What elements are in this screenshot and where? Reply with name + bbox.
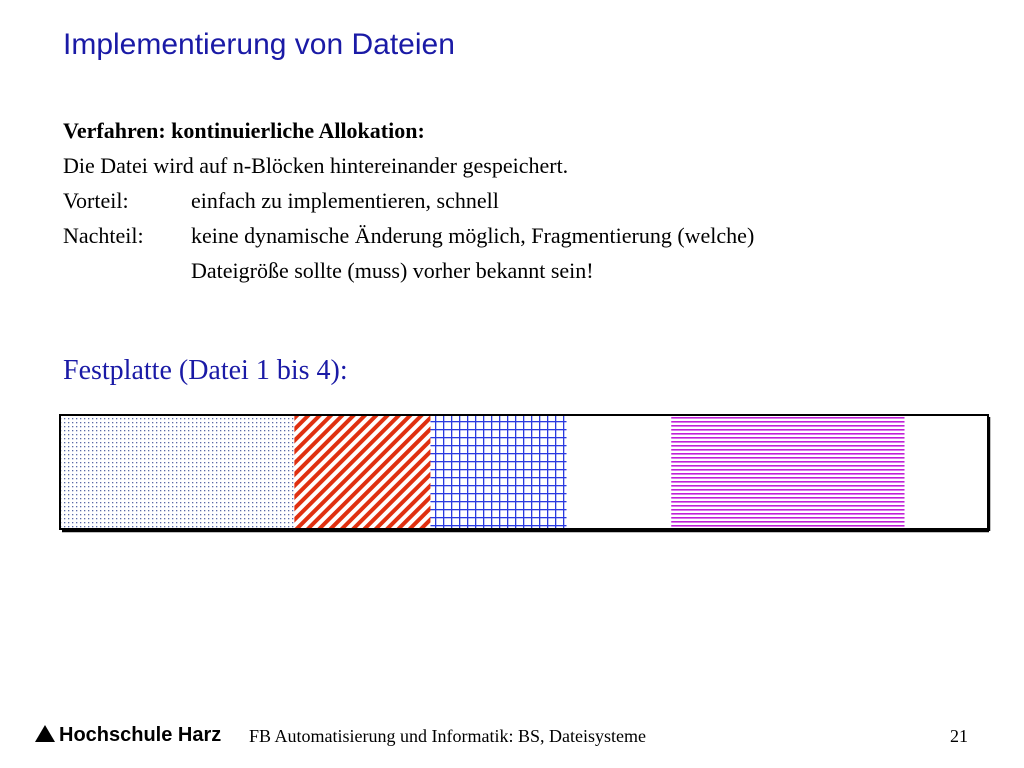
method-heading: Verfahren: kontinuierliche Allokation: bbox=[63, 118, 425, 143]
advantage-line bbox=[63, 183, 568, 218]
disadvantage-label: Nachteil: bbox=[63, 223, 144, 248]
slide-title: Implementierung von Dateien bbox=[63, 28, 455, 61]
disk-heading: Festplatte (Datei 1 bis 4): bbox=[63, 355, 348, 386]
advantage-text: einfach zu implementieren, schnell bbox=[191, 188, 499, 213]
logo-text: Hochschule Harz bbox=[59, 724, 222, 746]
disadvantage-text: keine dynamische Änderung möglich, Fragmentierung (welche) bbox=[191, 223, 755, 248]
logo-triangle-icon bbox=[35, 725, 55, 742]
description-text: Die Datei wird auf n-Blöcken hintereinander gespeichert. bbox=[63, 153, 569, 178]
disk-segment-frei-2 bbox=[905, 416, 987, 528]
disk-svg bbox=[59, 413, 991, 533]
hochschule-logo bbox=[35, 724, 221, 747]
body-text bbox=[63, 113, 755, 288]
page-number: 21 bbox=[950, 726, 968, 746]
advantage-label: Vorteil: bbox=[63, 188, 129, 213]
footer-course: FB Automatisierung und Informatik: BS, Dateisysteme bbox=[249, 726, 646, 746]
disadvantage-text-2: Dateigröße sollte (muss) vorher bekannt sein! bbox=[191, 258, 594, 283]
disk-segment-frei-1 bbox=[567, 416, 672, 528]
disk-diagram bbox=[59, 413, 991, 538]
disk-segment-datei-2 bbox=[294, 416, 430, 528]
disk-segment-datei-3 bbox=[430, 416, 566, 528]
disadvantage-line-2 bbox=[63, 253, 594, 288]
disadvantage-line bbox=[63, 218, 755, 253]
disk-segment-datei-1 bbox=[61, 416, 294, 528]
disk-segment-datei-4 bbox=[671, 416, 904, 528]
